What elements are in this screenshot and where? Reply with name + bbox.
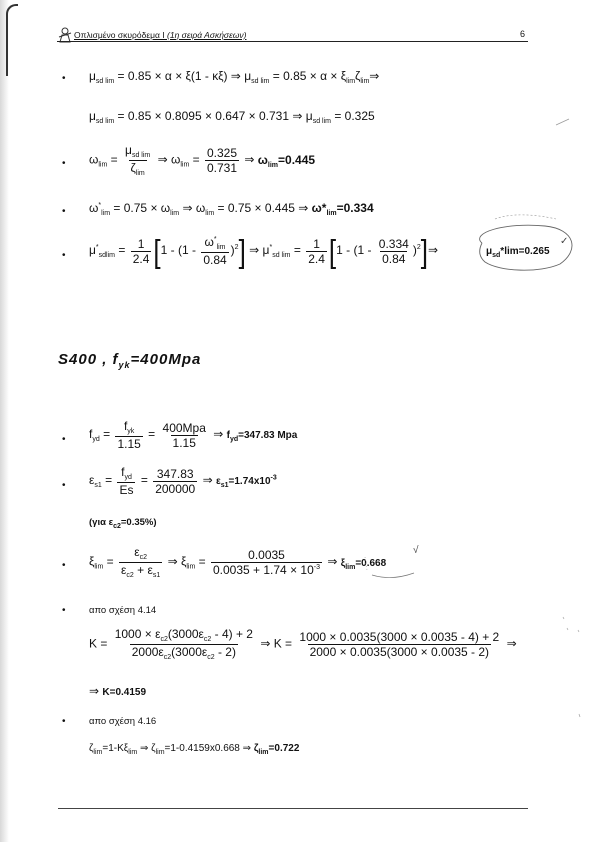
eq6-den1: 1.15 (117, 437, 141, 451)
note-close: =0.35%) (120, 517, 157, 528)
eq9-num1-sub: c2 (160, 636, 168, 643)
eq1-xi-sub: lim (346, 78, 356, 85)
eq6-arrow: ⇒ (213, 427, 227, 442)
eq4-lhs-sub: lim (101, 210, 111, 217)
eq11-t1-sub: lim (128, 749, 138, 756)
eq9-den1-tail: - 2) (214, 645, 236, 659)
eq11-t2: ⇒ ζ (137, 743, 156, 754)
bullet-8: • (62, 560, 66, 571)
eq5-one-2: 1 (313, 236, 320, 251)
eq9-k: K = (89, 636, 108, 651)
eq5-result-val: =0.265 (518, 246, 550, 257)
pencil-margin-stroke (556, 119, 569, 125)
bullet-9: • (62, 605, 66, 616)
eq5-mu2-star: * (269, 244, 273, 252)
eq6-num1: f (123, 419, 128, 433)
eq8-num2: 0.0035 (248, 548, 285, 562)
eq5-eq: = (118, 243, 126, 258)
eq5-inner2: 1 - (1 - (336, 243, 372, 258)
eq10-result: K=0.4159 (102, 687, 147, 698)
eq8-result: ξ (340, 557, 346, 569)
eq7-result-val: =1.74x10 (228, 476, 271, 488)
eq7-num2: 347.83 (156, 466, 194, 481)
eq2-result: = 0.325 (334, 109, 375, 123)
eq11-result-sub: lim (258, 749, 269, 756)
eq7-den1: Es (119, 483, 134, 497)
eq4-rhs3: = 0.75 × 0.445 ⇒ (217, 201, 312, 215)
eq4-lhs: ω (89, 201, 99, 215)
note-open: (για ε (89, 517, 114, 528)
eq6-num2: 400Mpa (162, 420, 206, 435)
eq5-one: 1 (137, 236, 145, 251)
section-title-sub: yk (118, 360, 131, 370)
eq4-star: * (98, 202, 102, 209)
pencil-dash-top (495, 215, 556, 219)
eq11-result-val: =0.722 (268, 743, 300, 754)
eq1-rhs2: = 0.85 × α × ξ (272, 69, 347, 83)
bullet-1: • (62, 73, 66, 84)
eq5-star: * (95, 244, 99, 252)
pencil-margin-dots (563, 617, 580, 717)
bullet-4: • (62, 206, 66, 217)
eq9-arrow2: ⇒ (506, 636, 517, 651)
eq8-den1a-sub: c2 (126, 572, 134, 579)
eq8-den1b: + ε (133, 563, 153, 577)
eq8-result-val: =0.668 (355, 557, 387, 569)
eq11-result: ζ (253, 743, 259, 754)
eq8-num1-sub: c2 (139, 554, 148, 561)
eq3-den2: 0.731 (207, 161, 238, 175)
reference-4-14: απο σχέση 4.14 (89, 605, 157, 616)
equation-5: $\mu^*_{sdlim}$ = $\frac{1}{2.4}$ [1 - (1 - $\frac{\omega^*_{lim}}{0.84}$ )$^2$] ⇒ $\mu^*_{sd lim}$ = $\frac{1}{2.4}$ [1 - (1 - $\frac{0.334}{0.84}$ )$^2$]⇒ (89, 232, 439, 270)
eq9-num1-sub2: c2 (203, 636, 212, 643)
eq1-arrow: ⇒ (369, 69, 380, 83)
eq7-result-exp: -3 (270, 474, 277, 482)
eq3-omega-sub: lim (98, 161, 108, 169)
eq8-eq2: = (198, 554, 206, 569)
eq6-f: f (89, 427, 93, 442)
pencil-circle-result (480, 225, 572, 270)
eq1-zeta-sub: lim (360, 78, 370, 85)
eq9-num1-tail: - 4) + 2 (211, 627, 253, 641)
note-sub: c2 (113, 522, 121, 530)
eq1-mu2-sub: sd lim (251, 78, 270, 85)
eq9-num2: 1000 × 0.0035(3000 × 0.0035 - 4) + 2 (299, 630, 500, 644)
eq8-xi: ξ (89, 554, 95, 569)
eq5-check-mark: ✓ (560, 236, 569, 247)
bullet-7: • (62, 480, 66, 491)
eq5-result: μ (486, 246, 493, 257)
reference-4-16: απο σχέση 4.16 (89, 716, 157, 727)
eq5-lbracket-2: [ (328, 232, 337, 270)
eq8-eq: = (106, 554, 114, 569)
eq7-den2: 200000 (155, 481, 196, 496)
eq9-num1-rest: (3000ε (167, 627, 204, 641)
section-title-rest: =400Mpa (130, 351, 202, 368)
eq5-sq-2: 2 (416, 244, 421, 252)
eq7-eps: ε (89, 473, 95, 488)
eq3-eq2: = (192, 152, 200, 167)
eq8-result-sub: lim (345, 563, 356, 571)
eq8-arrow: ⇒ (167, 554, 181, 569)
eq6-num1-sub: yk (127, 428, 135, 435)
eq9-den2: 2000 × 0.0035(3000 × 0.0035 - 2) (309, 645, 490, 659)
eq2-mu: μ (89, 109, 96, 123)
eq3-num2: 0.325 (207, 146, 238, 160)
eq5-omega: ω (204, 235, 214, 249)
eq7-result: ε (215, 476, 221, 488)
eq3-result-sub: lim (267, 161, 279, 169)
eq5-den084: 0.84 (203, 253, 227, 267)
eq3-omega: ω (89, 152, 99, 167)
eq11-t2-sub: lim (155, 749, 165, 756)
eq11-t1: =1-Kξ (102, 743, 129, 754)
eq4-result-sub: lim (326, 210, 337, 217)
eq5-rbracket-2: ] (420, 232, 428, 270)
eq9-den1-rest: (3000ε (171, 645, 208, 659)
eq7-eq2: = (140, 473, 148, 488)
eq4-result: ω* (311, 201, 327, 215)
eq7-eps-sub: s1 (94, 482, 102, 490)
eq5-mu2-sub: sd lim (272, 252, 291, 260)
eq2-mu2-sub: sd lim (312, 118, 331, 125)
eq8-arrow2: ⇒ (327, 554, 341, 569)
pencil-curve-xi (372, 573, 414, 577)
pencil-dots-xi (365, 557, 367, 570)
eq11-z-sub: lim (93, 749, 103, 756)
eq2-mu2: μ (305, 109, 313, 123)
header-title-series: (1η σειρά Ασκήσεων) (167, 30, 247, 40)
eq5-sq: 2 (234, 244, 239, 252)
eq3-den1-sub: lim (135, 170, 145, 177)
eq8-xi2-sub: lim (186, 563, 196, 571)
eq4-rhs1-sub: lim (170, 210, 180, 217)
eq9-arrow: ⇒ K = (260, 636, 293, 651)
eq3-arrow-sub: lim (180, 161, 190, 169)
eq8-den2: 0.0035 + 1.74 × 10 (213, 563, 314, 577)
eq7-num1: f (121, 465, 125, 479)
eq1-rhs1: = 0.85 × α × ξ(1 - κξ) ⇒ (117, 69, 245, 83)
eq8-num1: ε (134, 545, 140, 559)
eq6-eq: = (103, 427, 111, 442)
eq4-result-val: =0.334 (336, 201, 374, 215)
eq6-result-sub: yd (229, 436, 239, 444)
eq3-num1-sub: sd lim (131, 152, 151, 159)
eq8-xi2: ξ (180, 554, 187, 569)
eq11-t3: =1-0.4159x0.668 ⇒ (164, 743, 254, 754)
eq3-den1: ζ (130, 161, 136, 175)
eq9-den1-sub2: c2 (207, 654, 215, 661)
eq5-den-2: 2.4 (308, 251, 325, 266)
eq5-arrow: ⇒ (249, 243, 263, 258)
eq1-mu: μ (89, 69, 96, 83)
eq2-rhs: = 0.85 × 0.8095 × 0.647 × 0.731 ⇒ (117, 109, 306, 123)
eq8-xi-sub: lim (94, 563, 104, 571)
eq5-lbracket-1: [ (153, 232, 161, 270)
bullet-6: • (62, 434, 66, 445)
eq7-num1-sub: yd (124, 474, 132, 481)
eq8-check-mark: √ (413, 545, 419, 556)
eq8-den1a: ε (121, 563, 127, 577)
eq5-result-sub: sd (492, 252, 501, 259)
eq7-result-sub: s1 (220, 482, 229, 490)
eq2-mu-sub: sd lim (95, 118, 115, 125)
eq5-omega-star: * (213, 236, 217, 243)
eq6-f-sub: yd (92, 436, 100, 444)
eq11-z: ζ (89, 743, 94, 754)
eq1-mu-sub: sd lim (95, 78, 115, 85)
eq9-num1: 1000 × ε (114, 627, 161, 641)
eq10-arrow: ⇒ (89, 684, 103, 698)
eq7-eq: = (105, 473, 113, 488)
eq5-den: 2.4 (132, 251, 150, 266)
eq5-result-rest: *lim (500, 246, 519, 257)
eq6-result: f (226, 430, 230, 442)
eq6-eq2: = (148, 427, 156, 442)
eq3-result: ω (257, 152, 268, 167)
eq3-arrow2: ⇒ (244, 152, 258, 167)
eq9-den1-sub: c2 (163, 654, 172, 661)
eq8-den2-exp: -3 (313, 564, 320, 571)
eq5-omega-sub: lim (216, 244, 226, 251)
eq6-den2: 1.15 (172, 435, 196, 450)
eq5-num334: 0.334 (378, 236, 409, 251)
page-number: 6 (520, 29, 526, 39)
bullet-10: • (62, 716, 66, 727)
eq5-inner1: 1 - (1 - (160, 243, 196, 258)
eq5-den084-2: 0.84 (382, 251, 406, 266)
eq9-den1: 2000ε (131, 645, 164, 659)
eq4-rhs1: = 0.75 × ω (113, 201, 171, 215)
eq6-result-val: =347.83 Mpa (238, 430, 298, 442)
section-title-main: S400 , f (58, 351, 119, 368)
eq5-mu: μ (89, 243, 96, 258)
header-title-prefix: Οπλισμένο σκυρόδεμα Ι (74, 30, 168, 40)
eq5-mu2: μ (262, 243, 270, 258)
eq3-eq: = (110, 152, 118, 167)
eq3-arrow: ⇒ ω (157, 152, 181, 167)
eq4-rhs2-sub: lim (205, 210, 215, 217)
eq5-mu-sub: sdlim (98, 252, 115, 260)
eq1-mu2: μ (244, 69, 252, 83)
eq5-rbracket-1: ] (238, 232, 246, 270)
eq7-arrow: ⇒ (202, 473, 216, 488)
eq8-den1b-sub: s1 (152, 572, 161, 579)
eq3-result-val: =0.445 (278, 152, 316, 167)
bullet-5: • (62, 250, 66, 261)
eq4-rhs2: ⇒ ω (182, 201, 206, 215)
eq3-num1: μ (125, 143, 132, 157)
bullet-3: • (62, 158, 66, 169)
eq1-zeta: ζ (355, 69, 361, 83)
